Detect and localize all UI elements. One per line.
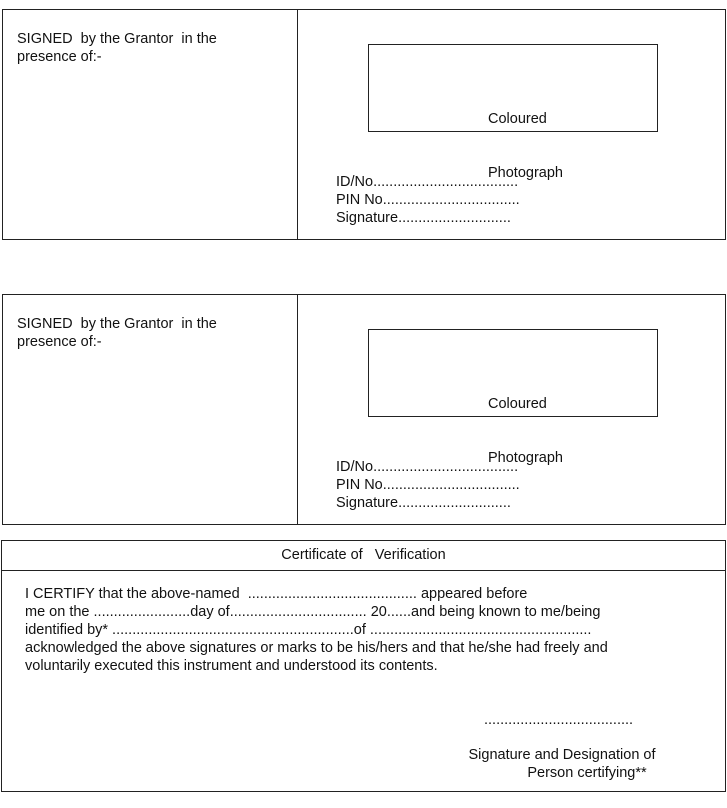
witness-block-2 [2, 294, 726, 525]
photo-label-line2: Photograph [488, 450, 563, 466]
id-number-field: ID/No.................................... [336, 459, 519, 475]
certifier-signature-caption [442, 746, 682, 782]
certificate-line-5: voluntarily executed this instrument and understood its contents. [25, 658, 438, 674]
column-divider [297, 295, 298, 524]
signature-field: Signature............................ [336, 495, 511, 511]
certificate-line-2: me on the ........................day of.................................. 20......and being known to me/being [25, 604, 601, 620]
signature-caption-line1: Signature and Designation of [468, 747, 656, 763]
certificate-title: Certificate of Verification [2, 541, 725, 571]
witness-fields [336, 173, 716, 227]
signature-field: Signature............................ [336, 210, 511, 226]
certificate-body [25, 585, 695, 675]
column-divider [297, 10, 298, 239]
id-number-field: ID/No.................................... [336, 174, 519, 190]
photo-label-line2: Photograph [488, 165, 563, 181]
signed-by-grantor-text: SIGNED by the Grantor in the presence of:- [17, 31, 221, 65]
photo-box [368, 329, 658, 466]
photo-box [368, 44, 658, 181]
certifier-signature-line: ..................................... [484, 712, 634, 728]
photo-label-line1: Coloured [488, 396, 547, 412]
signature-caption-line2: Person certifying** [527, 765, 647, 781]
witness-fields [336, 458, 716, 512]
certificate-line-4: acknowledged the above signatures or marks to be his/hers and that he/she had freely and [25, 640, 608, 656]
photo-label-line1: Coloured [488, 111, 547, 127]
certificate-line-3: identified by* ............................................................of ....................................................... [25, 622, 592, 638]
pin-number-field: PIN No.................................. [336, 192, 520, 208]
certificate-of-verification [1, 540, 726, 792]
signed-by-grantor-text: SIGNED by the Grantor in the presence of:- [17, 316, 221, 350]
pin-number-field: PIN No.................................. [336, 477, 520, 493]
witness-block-1 [2, 9, 726, 240]
certificate-line-1: I CERTIFY that the above-named .......................................... appeared before [25, 586, 528, 602]
